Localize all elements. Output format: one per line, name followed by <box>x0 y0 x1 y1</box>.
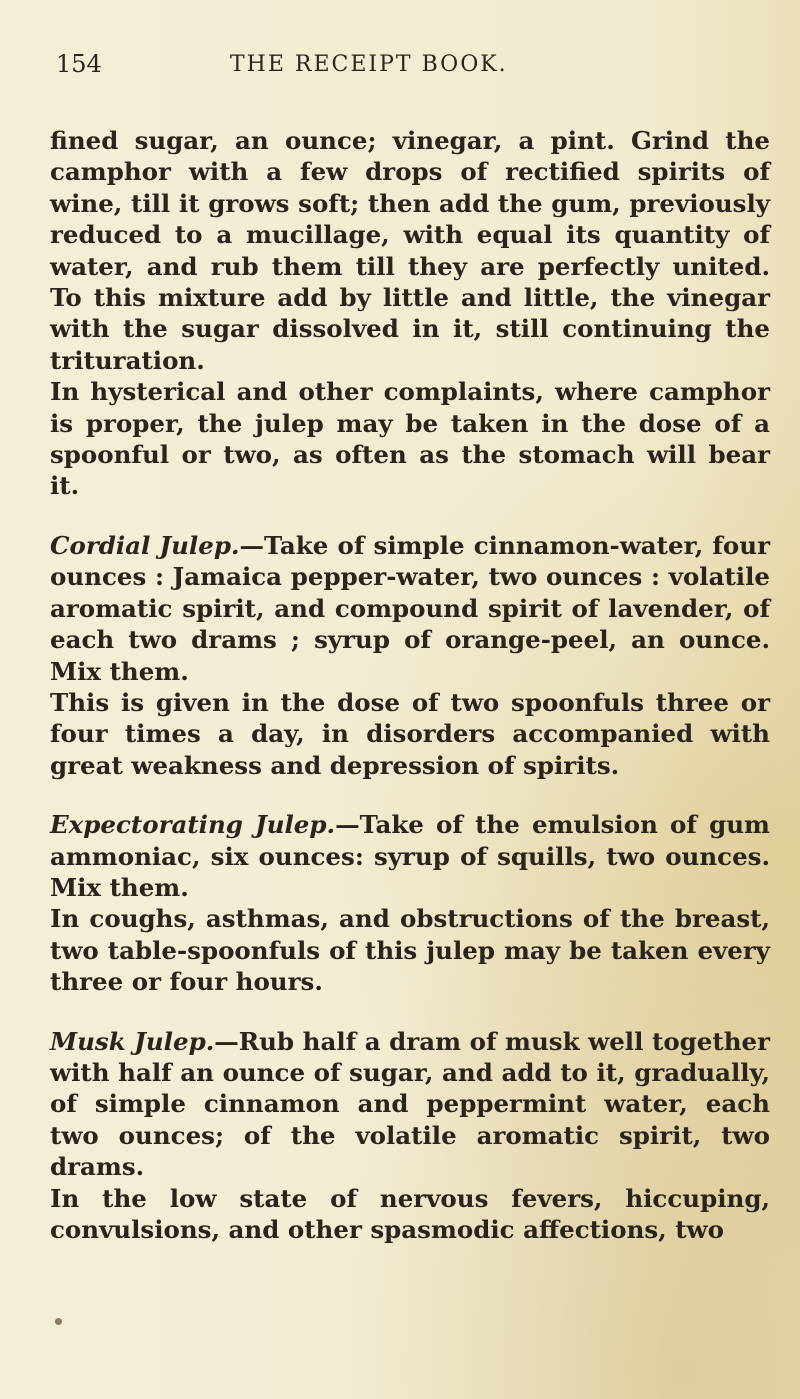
paragraph-gap <box>50 781 770 809</box>
recipe-heading-musk-julep: Musk Julep. <box>50 1026 215 1056</box>
running-title: THE RECEIPT BOOK. <box>230 52 508 77</box>
paragraph-cordial-julep: Cordial Julep.—Take of simple cinnamon-water, four ounces : Jamaica pepper-water, two ounces : volatile aromatic spirit, and compound spirit of lavender, of each two drams ; syrup of orange-peel, an ounce. Mix them. <box>50 530 770 686</box>
recipe-heading-expectorating-julep: Expectorating Julep. <box>50 810 336 840</box>
paragraph-musk-use: In the low state of nervous fevers, hiccuping, convulsions, and other spasmodic affections, two <box>50 1183 770 1244</box>
body-text <box>50 125 770 1245</box>
paragraph-camphor-use: In hysterical and other complaints, where camphor is proper, the julep may be taken in the dose of a spoonful or two, as often as the stomach will bear it. <box>50 377 770 501</box>
paragraph-cordial-use: This is given in the dose of two spoonfuls three or four times a day, in disorders accompanied with great weakness and depression of spirits. <box>50 687 770 780</box>
paragraph-expectorating-use: In coughs, asthmas, and obstructions of the breast, two table-spoonfuls of this julep may be taken every three or four hours. <box>50 904 770 997</box>
paragraph-expectorating-julep: Expectorating Julep.—Take of the emulsion of gum ammoniac, six ounces: syrup of squills, two ounces. Mix them. <box>50 810 770 902</box>
running-head <box>50 50 770 90</box>
paragraph-gap <box>50 998 770 1026</box>
paragraph-musk-julep: Musk Julep.—Rub half a dram of musk well together with half an ounce of sugar, and add to it, gradually, of simple cinnamon and peppermint water, each two ounces; of the volatile aromatic spirit, two drams. <box>50 1026 771 1182</box>
ink-speck <box>55 1318 62 1325</box>
paragraph-gap <box>50 502 770 530</box>
page-number: 154 <box>56 50 102 78</box>
paragraph-camphor-method: fined sugar, an ounce; vinegar, a pint. Grind the camphor with a few drops of rectified spirits of wine, till it grows soft; then add the gum, previously reduced to a mucillage, with equal its quantity of water, and rub them till they are perfectly united. To this mixture add by little and little, the vinegar with the sugar dissolved in it, still continuing the trituration. <box>50 126 770 375</box>
recipe-heading-cordial-julep: Cordial Julep. <box>50 530 240 560</box>
